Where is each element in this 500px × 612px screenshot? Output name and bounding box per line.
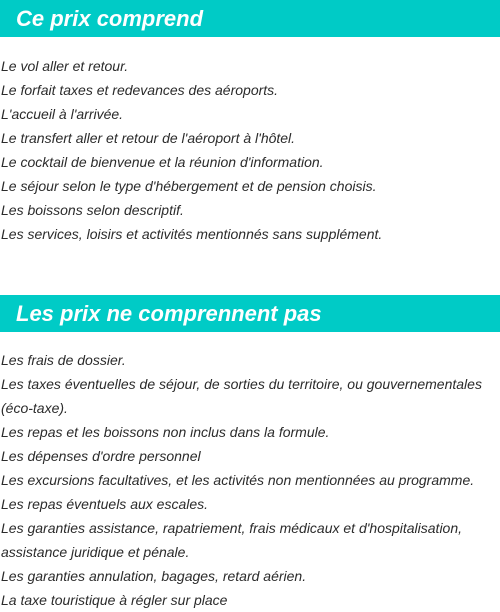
list-item: Le vol aller et retour. (1, 58, 129, 74)
list-item: Les garanties assistance, rapatriement, frais médicaux et d'hospitalisation, (1, 520, 463, 536)
list-item: Les boissons selon descriptif. (1, 202, 184, 218)
section-title-excludes: Les prix ne comprennent pas (0, 295, 500, 332)
list-item: Les taxes éventuelles de séjour, de sorties du territoire, ou gouvernementales (1, 376, 482, 392)
list-item: La taxe touristique à régler sur place (1, 592, 228, 608)
section-title-includes: Ce prix comprend (0, 0, 500, 37)
excludes-list (0, 348, 500, 612)
list-item: Le cocktail de bienvenue et la réunion d'information. (1, 154, 324, 170)
list-item: Le séjour selon le type d'hébergement et de pension choisis. (1, 178, 377, 194)
list-item: Les services, loisirs et activités mentionnés sans supplément. (1, 226, 383, 242)
list-item: Les frais de dossier. (1, 352, 126, 368)
list-item: Les excursions facultatives, et les activités non mentionnées au programme. (1, 472, 475, 488)
list-item: Les repas éventuels aux escales. (1, 496, 209, 512)
list-item: assistance juridique et pénale. (1, 544, 190, 560)
list-item: (éco-taxe). (1, 400, 68, 416)
list-item: Les dépenses d'ordre personnel (1, 448, 201, 464)
list-item: Les repas et les boissons non inclus dans la formule. (1, 424, 330, 440)
list-item: L'accueil à l'arrivée. (1, 106, 124, 122)
includes-list (0, 54, 500, 246)
list-item: Les garanties annulation, bagages, retard aérien. (1, 568, 307, 584)
list-item: Le transfert aller et retour de l'aéroport à l'hôtel. (1, 130, 296, 146)
list-item: Le forfait taxes et redevances des aéroports. (1, 82, 279, 98)
